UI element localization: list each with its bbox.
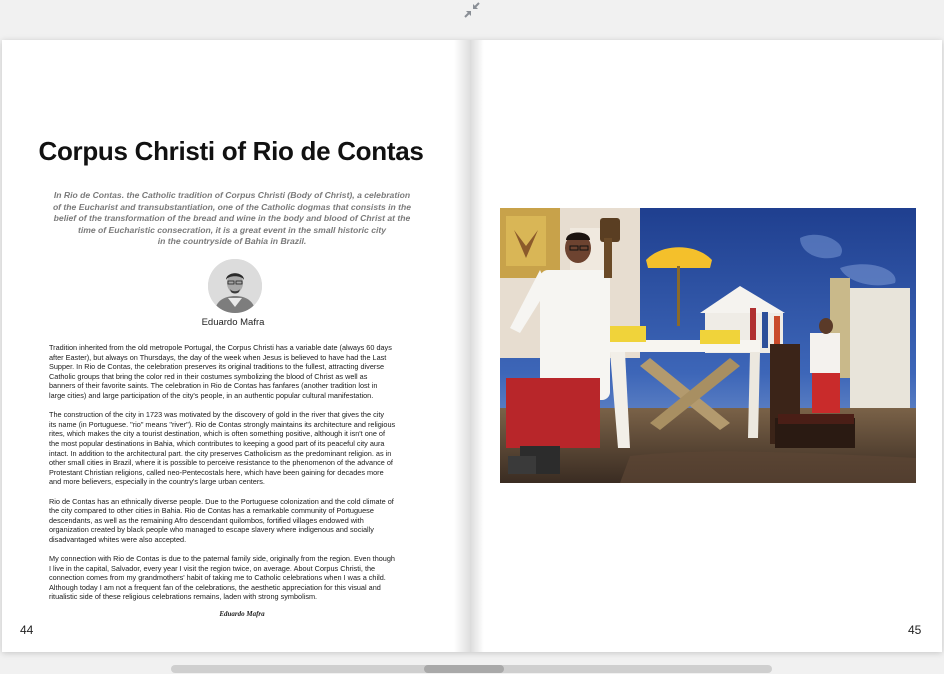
body-line: Supper. In Rio de Contas, the celebration preserves its original traditions to the fullest, attracting diverse — [49, 362, 385, 372]
author-signature: Eduardo Mafra — [219, 610, 265, 618]
body-line: ritualistic side of these religious celebrations remains, laden with strong symbolism. — [49, 592, 318, 602]
body-line: the most popular destinations in Bahia, which contributes to keeping a good part of its peaceful city aura — [49, 438, 385, 448]
body-line: organization created by black people who managed to escape slavery where indigenous and socially — [49, 525, 374, 535]
body-line: Rio de Contas has an ethnically diverse people. Due to the Portuguese colonization and the cold climate of — [49, 496, 394, 506]
body-line: its name (in Portuguese. "rio" means "river"). Rio de Contas strongly maintains its architecture and religious — [49, 419, 396, 429]
horizontal-scrollbar[interactable] — [171, 665, 772, 673]
body-line: intact. In addition to the architectural part. the city preserves Catholicism as the predominant religion. as in — [49, 448, 392, 458]
body-line: My connection with Rio de Contas is due to the paternal family side, originally from the region. Even though — [49, 554, 395, 564]
body-line: rites, which makes the city a tourist destination, which is often something positive, although it isn't one of — [49, 429, 386, 439]
body-paragraph — [49, 410, 437, 487]
body-line: The construction of the city in 1723 was motivated by the discovery of gold in the river that gives the city — [49, 410, 385, 420]
article-body — [49, 343, 437, 612]
page-number-right: 45 — [908, 623, 922, 637]
corpus-christi-procession-photo — [500, 208, 916, 483]
lede-line: in the countryside of Bahia in Brazil. — [157, 236, 307, 246]
body-paragraph — [49, 554, 437, 602]
body-line: connection comes from my grandmothers' habit of taking me to Catholic celebrations when I was a child. — [49, 573, 386, 583]
body-line: other small cities in Brazil, where it is possible to perceive resistance to the phenomenon of the advance of — [49, 458, 393, 468]
body-paragraph — [49, 497, 437, 545]
body-line: Tradition inherited from the old metropole Portugal, the Corpus Christi has a variable date (always 60 days — [49, 343, 392, 352]
left-page — [2, 40, 470, 652]
body-line: Catholic groups that bring the color red in their costumes symbolizing the blood of Christ as well as — [49, 371, 368, 381]
lede-line: of the Eucharist and transubstantiation, one of the Catholic dogmas that consists in the — [52, 201, 412, 212]
viewer-toolbar — [0, 0, 944, 40]
right-page — [470, 40, 942, 652]
body-line: Although today I am not a frequent fan of the celebrations, the aesthetic appreciation for this visual and — [49, 582, 381, 592]
body-line: after Easter), but always on Thursdays, the day of the week when Jesus is believed to have had the Last — [49, 352, 387, 362]
lede-line: In Rio de Contas. the Catholic tradition of Corpus Christi (Body of Christ), a celebration — [53, 190, 411, 200]
author-avatar — [208, 259, 262, 313]
article-title: Corpus Christi of Rio de Contas — [38, 136, 424, 166]
body-line: banners of their favorite saints. The celebration in Rio de Contas has fanfares (another tradition lost in — [49, 381, 378, 391]
magazine-spread — [2, 40, 942, 652]
body-line: disadvantaged whites were also accepted. — [49, 534, 187, 544]
body-line: I live in the capital, Salvador, every year I visit the region twice, on average. About Corpus Christi, the — [49, 563, 376, 573]
body-line: Protestant Christian religions, called neo-Pentecostals here, which have been gaining for decades more — [49, 467, 384, 477]
lede-line: belief of the transformation of the bread and wine in the body and blood of Christ at the — [53, 213, 411, 223]
body-line: and more believers, especially in the country's large urban centers. — [49, 477, 265, 487]
page-number-left: 44 — [20, 623, 34, 637]
gutter-shadow — [470, 40, 484, 652]
collapse-arrows-icon[interactable] — [462, 1, 482, 19]
body-line: large cities) and large participation of the city's people, in an authentic popular cultural manifestation. — [49, 390, 374, 400]
lede-line: time of Eucharistic consecration, it is a great event in the small historic city — [77, 224, 387, 235]
scrollbar-thumb[interactable] — [424, 665, 504, 673]
author-name: Eduardo Mafra — [201, 317, 265, 328]
body-line: descendants, as well as the remaining Afro descendant quilombos, fortified villages endowed with — [49, 515, 364, 525]
gutter-shadow — [454, 40, 470, 652]
body-line: the city compared to other cities in Bahia. Rio de Contas has a remarkable community of Portuguese — [49, 506, 374, 516]
body-paragraph — [49, 343, 437, 401]
article-lede — [42, 190, 422, 248]
